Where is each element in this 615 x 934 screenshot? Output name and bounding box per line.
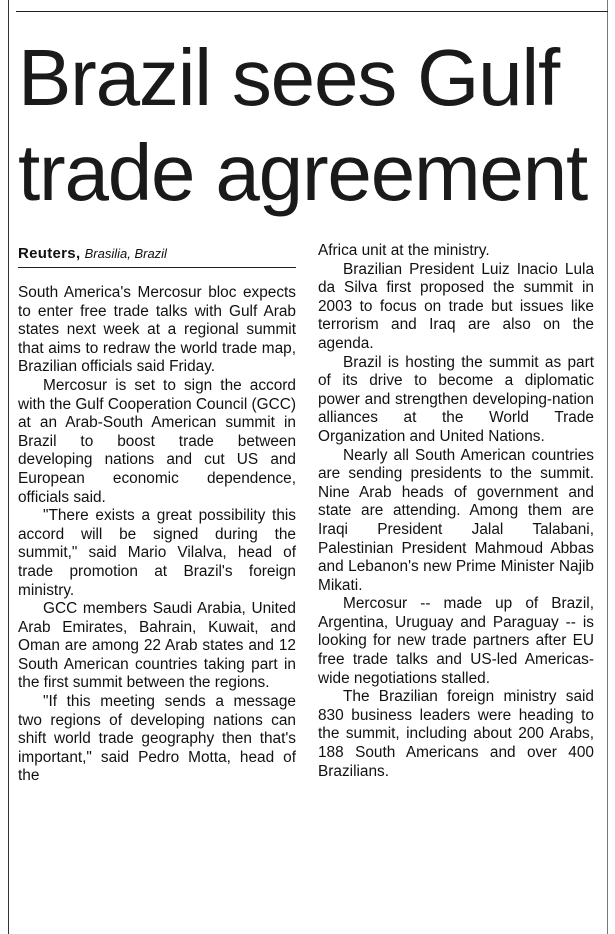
byline-dateline: Brasilia, Brazil (84, 246, 167, 261)
paragraph: GCC members Saudi Arabia, United Arab Emirates, Bahrain, Kuwait, and Oman are among 22 Arab states and 12 South American countries taking part in the first summit between the regions. (18, 600, 296, 692)
article-column-left (18, 284, 296, 786)
top-rule (16, 11, 608, 12)
paragraph: Nearly all South American countries are sending presidents to the summit. Nine Arab heads of government and state are attending. Among them are Iraqi President Jalal Talabani, Palestinian President Mahmoud Abbas and Lebanon's new Prime Minister Najib Mikati. (318, 446, 594, 594)
paragraph: Mercosur -- made up of Brazil, Argentina, Uruguay and Paraguay -- is looking for new trade partners after EU free trade talks and US-led Americas-wide negotiations stalled. (318, 595, 594, 687)
paragraph: Africa unit at the ministry. (318, 242, 490, 259)
right-border-rule (607, 0, 608, 934)
headline: Brazil sees Gulf trade agreement (18, 33, 588, 217)
paragraph: South America's Mercosur bloc expects to enter free trade talks with Gulf Arab states next week at a regional summit that aims to redraw the world trade map, Brazilian officials said Friday. (18, 284, 296, 376)
paragraph: Brazil is hosting the summit as part of its drive to become a diplomatic power and strengthen developing-nation alliances at the World Trade Organization and United Nations. (318, 353, 594, 445)
article-column-right (318, 242, 594, 781)
byline-rule (18, 267, 296, 268)
left-border-rule (8, 0, 9, 934)
paragraph: "If this meeting sends a message two regions of developing nations can shift world trade geography then that's important," said Pedro Motta, head of the (18, 693, 296, 785)
byline-agency: Reuters, (18, 245, 81, 262)
paragraph: The Brazilian foreign ministry said 830 business leaders were heading to the summit, including about 200 Arabs, 188 South Americans and over 400 Brazilians. (318, 688, 594, 780)
paragraph: Brazilian President Luiz Inacio Lula da Silva first proposed the summit in 2003 to focus on trade but issues like terrorism and Iraq are also on the agenda. (318, 260, 594, 352)
paragraph: Mercosur is set to sign the accord with the Gulf Cooperation Council (GCC) at an Arab-South American summit in Brazil to boost trade between developing nations and cut US and European economic dependence, officials said. (18, 376, 297, 506)
byline (18, 244, 296, 263)
paragraph: "There exists a great possibility this accord will be signed during the summit," said Mario Vilalva, head of trade promotion at Brazil's foreign ministry. (18, 507, 296, 599)
